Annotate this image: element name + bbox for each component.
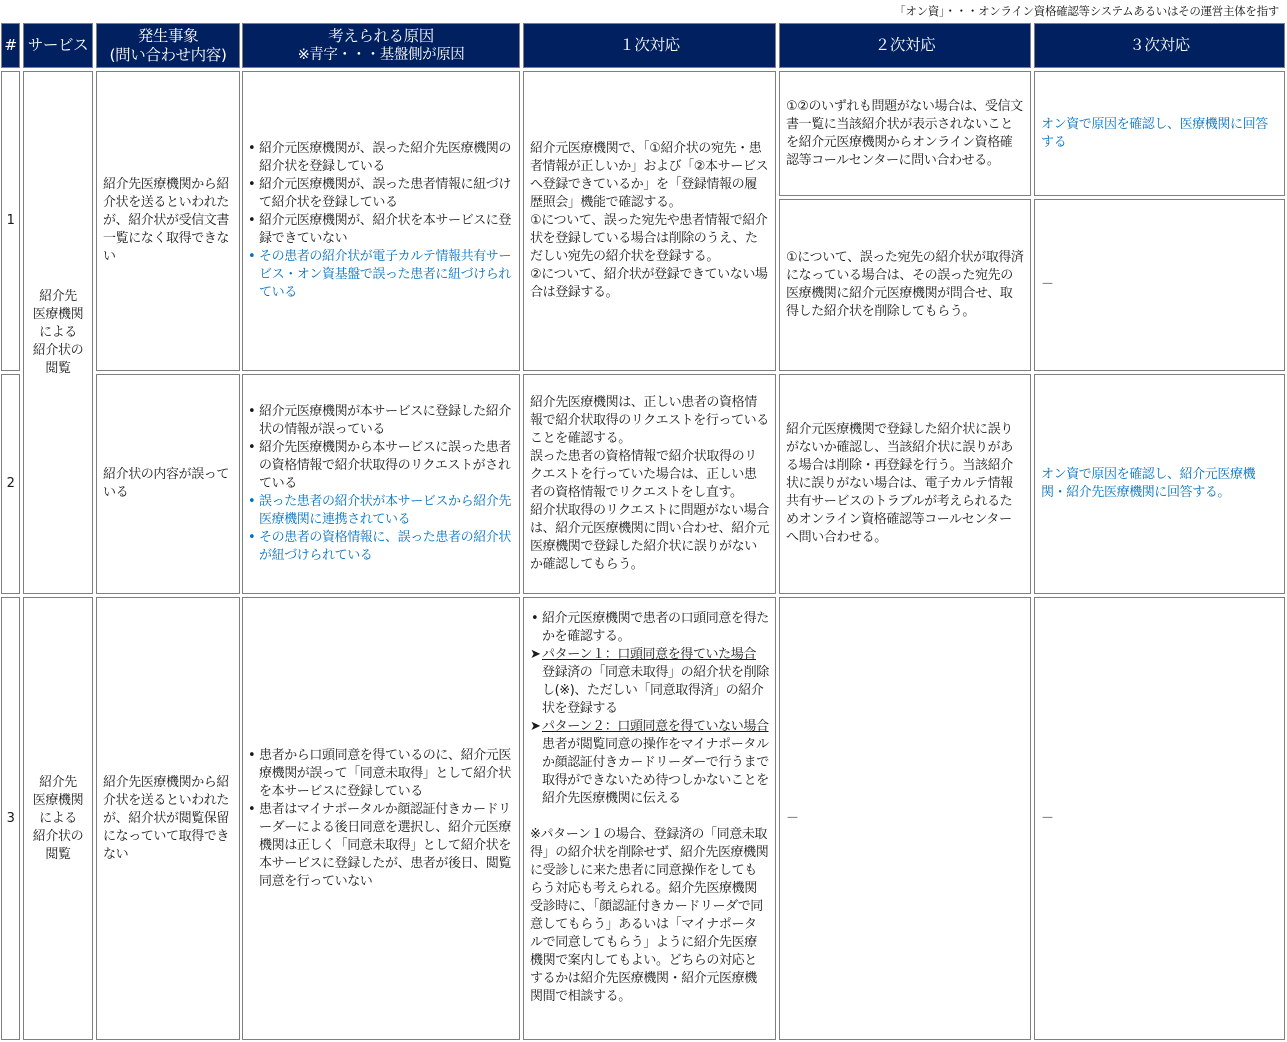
service-line: 医療機関 [32, 306, 84, 322]
header-event-line1: 発生事象 [137, 26, 199, 45]
header-service [23, 23, 93, 68]
third-response-dash: － [1041, 810, 1054, 826]
cause-item: • 紹介元医療機関が、誤った患者情報に紐づけて紹介状を登録している [247, 176, 513, 212]
cause-item-platform: • 誤った患者の紹介状が本サービスから紹介先医療機関に連携されている [247, 493, 513, 529]
row-2-event [96, 374, 240, 594]
row-1-third-response-a [1034, 71, 1285, 196]
row-3-second-response [779, 597, 1031, 1040]
arrow-right-icon: ➤ [530, 647, 541, 662]
row-1-num-label: 1 [6, 213, 15, 228]
first-response-para: 誤った患者の資格情報で紹介状取得のリクエストを行っていた場合は、正しい患者の資格情報でリクエストをし直す。 [530, 449, 757, 500]
row-3-causes [242, 597, 520, 1040]
service-cell-row-3 [23, 597, 93, 1040]
pattern-2-body: 患者が閲覧同意の操作をマイナポータルか顔認証付きカードリーダーで行うまで取得ができないため待つしかないことを紹介先医療機関に伝える [542, 737, 769, 806]
third-response-text: オン資で原因を確認し、紹介元医療機関・紹介先医療機関に回答する。 [1041, 467, 1256, 500]
service-line: 紹介状の [32, 828, 84, 844]
row-3-first-list [530, 610, 769, 646]
row-2-causes [242, 374, 520, 594]
header-event [96, 23, 240, 68]
header-second-label: ２次対応 [874, 36, 936, 54]
cause-item: • 患者から口頭同意を得ているのに、紹介元医療機関が誤って「同意未取得」として紹介状を本サービスに登録している [247, 747, 513, 801]
arrow-right-icon: ➤ [530, 719, 541, 734]
header-third-label: ３次対応 [1129, 36, 1190, 54]
row-3-cause-list [247, 747, 513, 891]
header-num [1, 23, 20, 68]
row-1-cause-list [247, 140, 513, 302]
cause-item: • 紹介元医療機関が、誤った紹介先医療機関の紹介状を登録している [247, 140, 513, 176]
row-1-second-response-b [779, 199, 1031, 371]
row-2-num [1, 374, 20, 594]
row-3-num-label: 3 [6, 810, 15, 826]
row-1-event [96, 71, 240, 371]
service-line: 閲覧 [45, 846, 71, 862]
row-1-second-response-a [779, 71, 1031, 196]
row-2-cause-list [247, 403, 513, 565]
row-1-causes [242, 71, 520, 371]
header-event-line2: (問い合わせ内容) [109, 45, 227, 64]
service-line: 紹介状の [32, 342, 84, 358]
pattern-1-title: パターン１：口頭同意を得ていた場合 [542, 647, 756, 662]
second-response-text: ①②のいずれも問題がない場合は、受信文書一覧に当該紹介状が表示されないことを紹介元医療機関からオンライン資格確認等コールセンターに問い合わせる。 [786, 98, 1023, 168]
service-line: による [39, 810, 77, 826]
cause-item-platform: • その患者の紹介状が電子カルテ情報共有サービス・オン資基盤で誤った患者に紐づけられている [247, 248, 513, 302]
first-response-para: 紹介元医療機関で、「①紹介状の宛先・患者情報が正しいか」および「②本サービスへ登録できているか」を「登録情報の履歴照会」機能で確認する。 [530, 141, 769, 210]
header-cause-line2: ※青字・・・基盤側が原因 [297, 46, 465, 63]
service-line: による [39, 324, 77, 340]
first-response-para: 紹介先医療機関は、正しい患者の資格情報で紹介状取得のリクエストを行っていることを確認する。 [530, 395, 769, 446]
row-3-num [1, 597, 20, 1040]
header-third-response [1034, 23, 1285, 68]
row-2-num-label: 2 [6, 476, 15, 491]
service-line: 紹介先 [39, 774, 77, 790]
legend-note: 「オン資」・・・オンライン資格確認等システムあるいはその運営主体を指す [894, 4, 1279, 18]
header-cause-line1: 考えられる原因 [328, 26, 434, 45]
header-first-response [523, 23, 776, 68]
cause-item: • 患者はマイナポータルか顔認証付きカードリーダーによる後日同意を選択し、紹介元医療機関は正しく「同意未取得」として紹介状を本サービスに登録したが、患者が後日、閲覧同意を行っていない [247, 801, 513, 891]
row-2-event-text: 紹介状の内容が誤っている [103, 467, 230, 500]
spacer [530, 808, 769, 826]
service-line: 医療機関 [32, 792, 84, 808]
third-response-text: オン資で原因を確認し、医療機関に回答する [1041, 116, 1268, 150]
row-1-first-response [523, 71, 776, 371]
first-response-para: ①について、誤った宛先や患者情報で紹介状を登録している場合は削除のうえ、ただしい宛先の紹介状を登録する。 [530, 213, 768, 264]
second-response-text: ①について、誤った宛先の紹介状が取得済になっている場合は、その誤った宛先の医療機関に紹介元医療機関が問合せ、取得した紹介状を削除してもらう。 [786, 250, 1024, 319]
service-line: 紹介先 [39, 288, 77, 304]
pattern-1-body: 登録済の「同意未取得」の紹介状を削除し(※)、ただしい「同意取得済」の紹介状を登録する [542, 665, 769, 716]
cause-item: • 紹介先医療機関から本サービスに誤った患者の資格情報で紹介状取得のリクエストがされている [247, 439, 513, 493]
first-response-note: ※パターン１の場合、登録済の「同意未取得」の紹介状を削除せず、紹介先医療機関に受診しに来た患者に同意操作をしてもらう対応も考えられる。紹介先医療機関受診時に、「顔認証付きカードリーダで同意してもらう」あるいは「マイナポータルで同意してもらう」ように紹介先医療機関で案内してもよい。どちらの対応とするかは紹介先医療機関・紹介元医療機関間で相談する。 [530, 827, 769, 1004]
first-response-para: ②について、紹介状が登録できていない場合は登録する。 [530, 267, 768, 300]
row-3-event [96, 597, 240, 1040]
first-response-para: 紹介状取得のリクエストに問題がない場合は、紹介元医療機関に問い合わせ、紹介元医療機関で登録した紹介状に誤りがないか確認してもらう。 [530, 503, 770, 572]
pattern-1 [530, 646, 769, 664]
header-first-label: １次対応 [619, 36, 680, 54]
row-1-num [1, 71, 20, 371]
cause-item: • 紹介元医療機関が、紹介状を本サービスに登録できていない [247, 212, 513, 248]
cause-item-platform: • その患者の資格情報に、誤った患者の紹介状が紐づけられている [247, 529, 513, 565]
row-1-event-text: 紹介先医療機関から紹介状を送るといわれたが、紹介状が受信文書一覧になく取得できない [103, 177, 230, 264]
pattern-2 [530, 718, 769, 736]
pattern-2-title: パターン２：口頭同意を得ていない場合 [542, 719, 769, 734]
second-response-text: 紹介元医療機関で登録した紹介状に誤りがないか確認し、当該紹介状に誤りがある場合は削除・再登録を行う。当該紹介状に誤りがない場合は、電子カルテ情報共有サービスのトラブルが考えられるためオンライン資格確認等コールセンターへ問い合わせる。 [786, 422, 1013, 545]
row-2-third-response [1034, 374, 1285, 594]
first-response-bullet: • 紹介元医療機関で患者の口頭同意を得たかを確認する。 [530, 610, 769, 646]
header-cause [242, 23, 520, 68]
row-2-first-response [523, 374, 776, 594]
row-3-event-text: 紹介先医療機関から紹介状を送るといわれたが、紹介状が閲覧保留になっていて取得できない [103, 774, 230, 862]
service-line: 閲覧 [45, 360, 71, 376]
second-response-dash: － [786, 810, 799, 826]
third-response-dash: － [1041, 277, 1054, 292]
header-service-label: サービス [27, 36, 89, 54]
row-1-third-response-b [1034, 199, 1285, 371]
row-3-first-response [523, 597, 776, 1040]
service-cell-rows-1-2 [23, 71, 93, 594]
cause-item: • 紹介元医療機関が本サービスに登録した紹介状の情報が誤っている [247, 403, 513, 439]
header-second-response [779, 23, 1031, 68]
row-2-second-response [779, 374, 1031, 594]
header-num-label: # [4, 36, 17, 54]
row-3-third-response [1034, 597, 1285, 1040]
